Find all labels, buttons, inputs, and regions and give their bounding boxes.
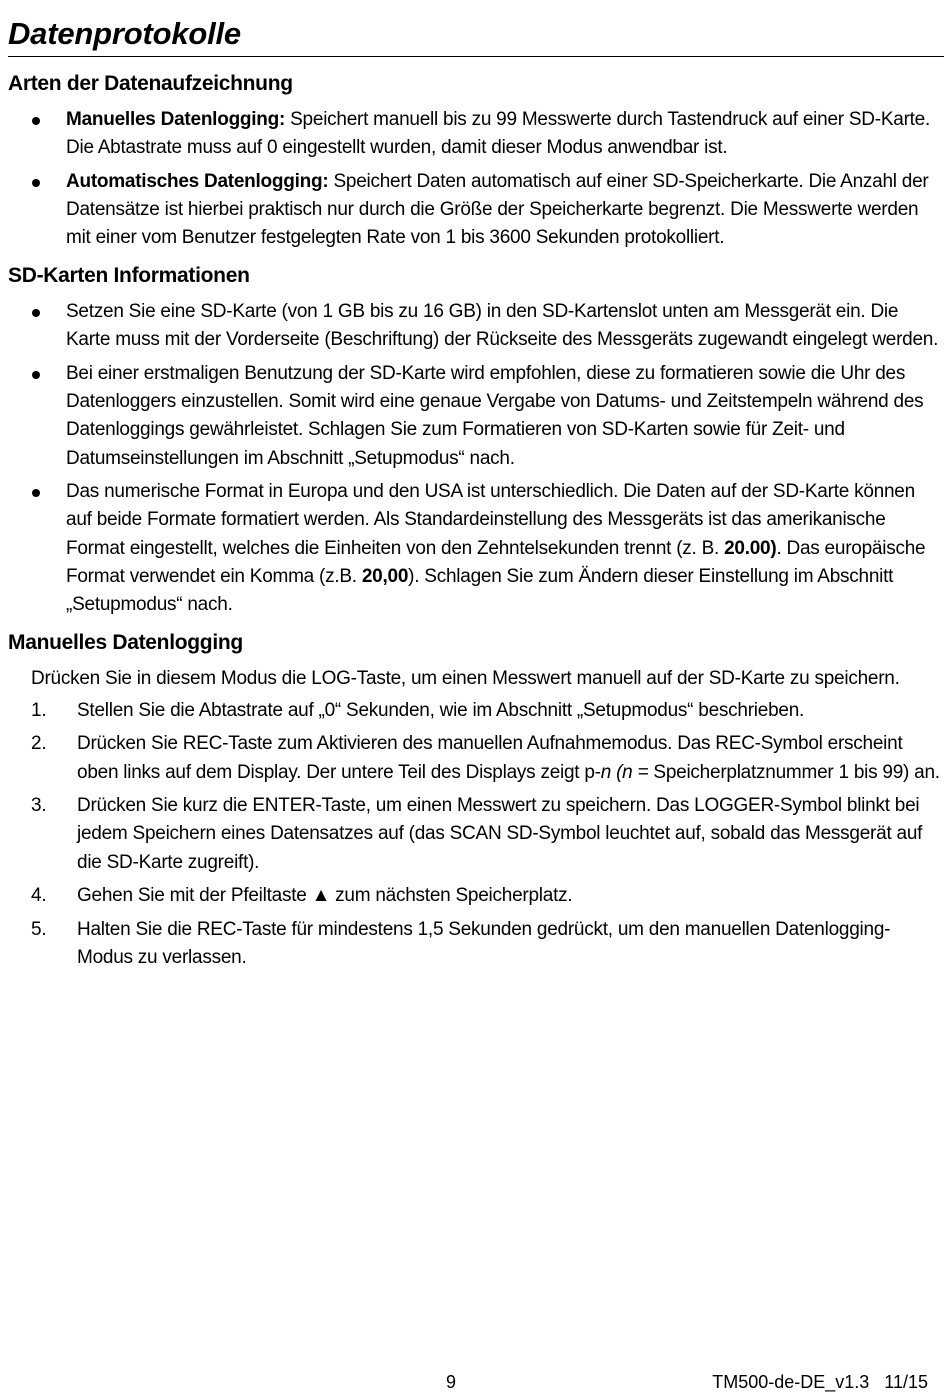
step-item [8,882,942,910]
manual-logging-intro: Drücken Sie in diesem Modus die LOG-Taste, um einen Messwert manuell auf der SD-Karte zu speichern. [31,667,900,689]
term-description: Speichert manuell bis zu 99 Messwerte durch Tastendruck auf einer SD-Karte. Die Abtastrate muss auf 0 eingestellt wurden, damit dieser Modus anwendbar ist. [66,109,931,159]
list-item [8,106,942,162]
step-text: Drücken Sie REC-Taste zum Aktivieren des manuellen Aufnahmemodus. Das REC-Symbol erscheint oben links auf dem Display. Der untere Teil des Displays zeigt p- [77,733,903,783]
step-item [8,730,942,786]
step-item [8,792,942,877]
term-manual-logging: Manuelles Datenlogging: [66,109,286,130]
list-item [8,298,942,354]
step-number: 3. [31,795,47,817]
list-item [8,478,942,619]
section-heading-sd-card: SD-Karten Informationen [8,264,250,288]
footer-page-number: 9 [446,1372,457,1392]
step-number: 2. [31,733,47,755]
data-types-list [8,106,942,253]
term-description: Speichert Daten automatisch auf einer SD-Speicherkarte. Die Anzahl der Datensätze ist hierbei praktisch nur durch die Größe der Speicherkarte begrenzt. Die Messwerte werden mit einer vom Benutzer festgelegten Rate von 1 bis 3600 Sekunden protokolliert. [66,170,929,249]
item-text: . Das europäische Format verwendet ein Komma (z.B. [66,537,926,587]
bullet-icon [32,179,40,187]
step-text: Speicherplatznummer 1 bis 99) an. [648,761,940,783]
bullet-icon [32,371,40,379]
list-item [8,360,942,473]
item-text: ). Schlagen Sie zum Ändern dieser Einstellung im Abschnitt „Setupmodus“ nach. [66,565,894,616]
step-number: 4. [31,885,47,907]
step-number: 1. [31,699,47,721]
step-text: Halten Sie die REC-Taste für mindestens 1,5 Sekunden gedrückt, um den manuellen Datenlogging-Modus zu verlassen. [77,918,891,968]
list-item [8,168,942,253]
bullet-icon [32,489,40,497]
manual-logging-steps [8,697,942,972]
section-heading-data-types: Arten der Datenaufzeichnung [8,72,293,95]
bullet-icon [32,117,40,125]
item-text: Bei einer erstmaligen Benutzung der SD-Karte wird empfohlen, diese zu formatieren sowie die Uhr des Datenloggers einzustellen. Somit wird eine genaue Vergabe von Datums- und Zeitstempeln während des Datenloggings gewährleistet. Schlagen Sie zum Formatieren von SD-Karten sowie für Zeit- und Datumseinstellungen im Abschnitt „Setupmodus“ nach. [66,362,924,469]
step-item [8,916,942,972]
bullet-icon [32,309,40,317]
footer-doc-id: TM500-de-DE_v1.3 11/15 [712,1372,928,1392]
item-text: Das numerische Format in Europa und den USA ist unterschiedlich. Die Daten auf der SD-Karte können auf beide Formate formatiert werden. Als Standardeinstellung des Messgeräts ist das amerikanische Format eingestellt, welches die Einheiten von den Zehntelsekunden trennt (z. B. [66,481,915,559]
step-text: Drücken Sie kurz die ENTER-Taste, um einen Messwert zu speichern. Das LOGGER-Symbol blinkt bei jedem Speichern eines Datensatzes auf (das SCAN SD-Symbol leuchtet auf, sobald das Messgerät auf die SD-Karte zugreift). [77,795,923,873]
step-text-italic: n (n = [600,761,649,783]
section-heading-manual-logging: Manuelles Datenlogging [8,630,243,654]
eu-format-example: 20,00 [361,565,409,587]
step-item [8,697,942,725]
step-text: Gehen Sie mit der Pfeiltaste ▲ zum nächsten Speicherplatz. [77,885,573,907]
us-format-example: 20.00) [724,537,777,559]
term-auto-logging: Automatisches Datenlogging: [66,170,329,192]
page-content [8,66,942,977]
step-text: Stellen Sie die Abtastrate auf „0“ Sekunden, wie im Abschnitt „Setupmodus“ beschrieben. [77,699,805,721]
page-title: Datenprotokolle [8,14,944,57]
item-text: Setzen Sie eine SD-Karte (von 1 GB bis zu 16 GB) in den SD-Kartenslot unten am Messgerät ein. Die Karte muss mit der Vorderseite (Beschriftung) der Rückseite des Messgeräts zugewandt eingelegt werden. [66,301,939,351]
sd-card-list [8,298,942,619]
step-number: 5. [31,918,47,940]
